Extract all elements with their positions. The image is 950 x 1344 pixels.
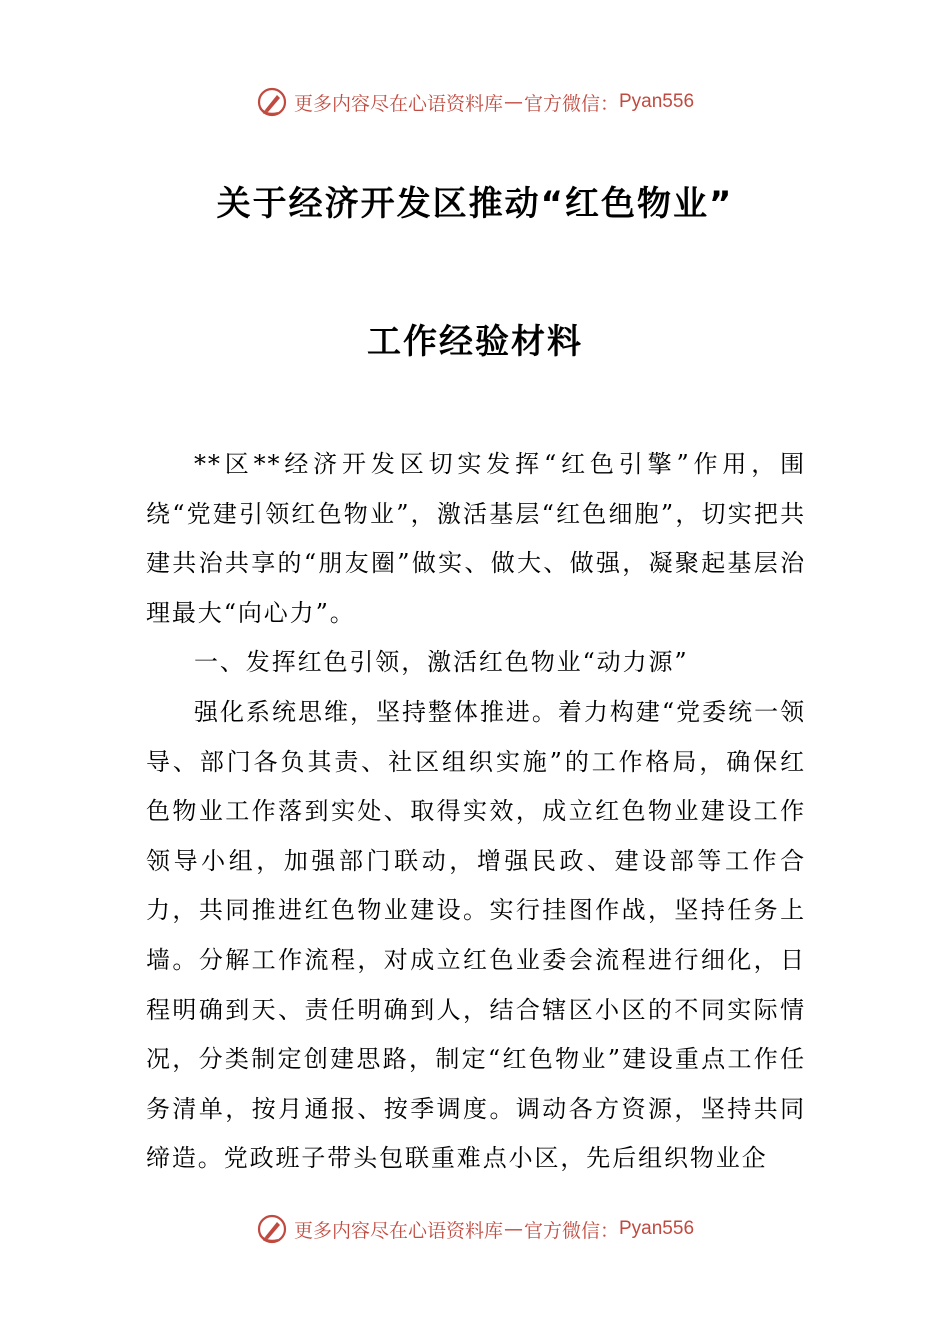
document-body [146,440,806,1184]
watermark-site-text: 更多内容尽在心语资料库 [293,92,503,115]
watermark-wechat-id: Pyan556 [619,91,695,112]
paragraph-section-1: 强化系统思维，坚持整体推进。着力构建“党委统一领导、部门各负其责、社区组织实施”的工作格局，确保红色物业工作落到实处、取得实效，成立红色物业建设工作领导小组，加强部门联动，增强民政、建设部等工作合力，共同推进红色物业建设。实行挂图作战，坚持任务上墙。分解工作流程，对成立红色业委会流程进行细化，日程明确到天、责任明确到人，结合辖区小区的不同实际情况，分类制定创建思路，制定“红色物业”建设重点工作任务清单，按月通报、按季调度。调动各方资源，坚持共同缔造。党政班子带头包联重难点小区，先后组织物业企 [146,697,806,1173]
watermark-wechat-label: 官方微信： [523,92,619,115]
watermark-site-text: 更多内容尽在心语资料库 [293,1219,503,1242]
section-heading-1: 一、发挥红色引领，激活红色物业“动力源” [194,648,689,677]
document-title-line2: 工作经验材料 [367,322,583,362]
pen-logo-icon [256,86,288,118]
paragraph-intro: **区**经济开发区切实发挥“红色引擎”作用，围绕“党建引领红色物业”，激活基层“红色细胞”，切实把共建共治共享的“朋友圈”做实、做大、做强，凝聚起基层治理最大“向心力”。 [146,450,806,627]
watermark-wechat-id: Pyan556 [619,1218,695,1239]
watermark-separator: — [503,91,523,113]
pen-logo-icon [256,1213,288,1245]
watermark-footer [0,1209,950,1249]
watermark-header [0,82,950,122]
watermark-wechat-label: 官方微信： [523,1219,619,1242]
watermark-separator: — [503,1218,523,1240]
document-title-line1: 关于经济开发区推动“红色物业” [216,184,734,224]
